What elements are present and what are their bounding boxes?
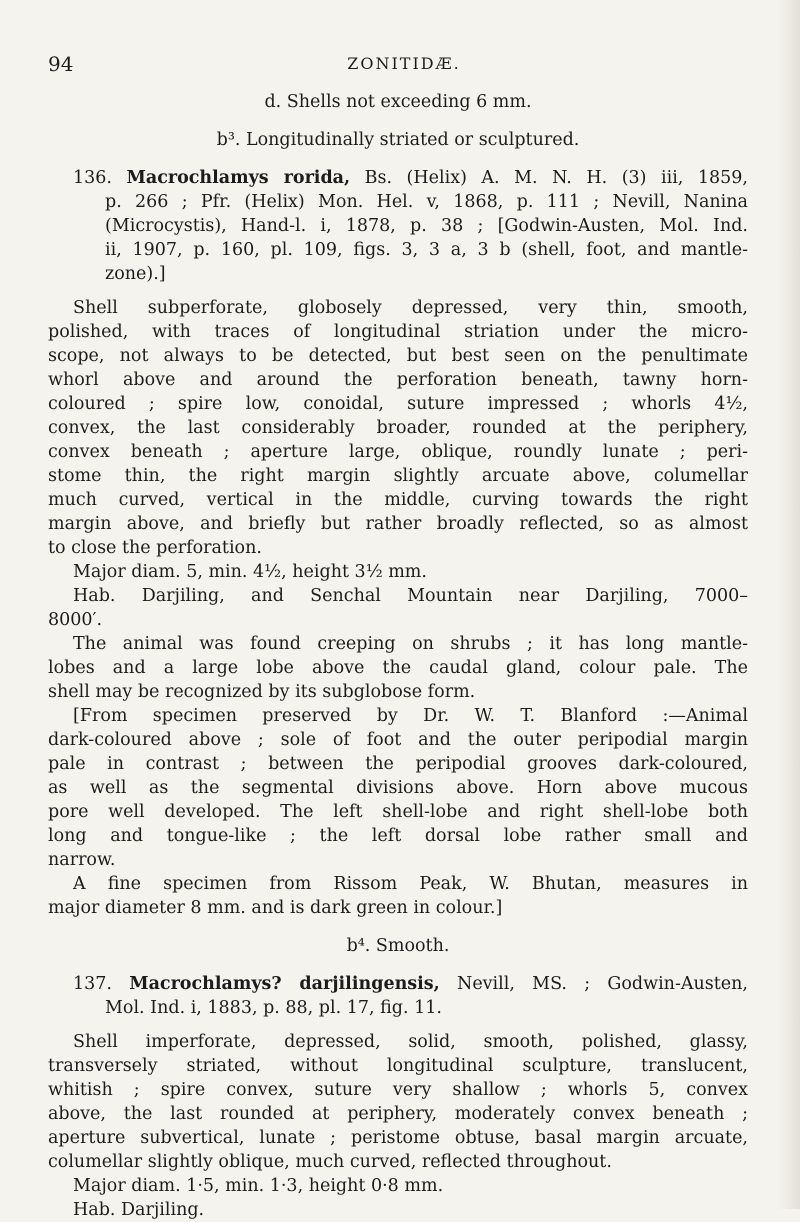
subsection-heading: b³. Longitudinally striated or sculptured. — [216, 130, 580, 150]
paragraph-line: Hab. Darjiling, and Senchal Mountain near Darjiling, 7000– — [73, 586, 748, 606]
paragraph-line: long and tongue-like ; the left dorsal lobe rather small and — [48, 826, 748, 846]
paragraph-line: pore well developed. The left shell-lobe and right shell-lobe both — [48, 802, 748, 822]
citation-line: (Microcystis), Hand-l. i, 1878, p. 38 ; [Godwin-Austen, Mol. Ind. — [105, 216, 748, 236]
paragraph-line: columellar slightly oblique, much curved, reflected throughout. — [48, 1152, 612, 1172]
section-title: ZONITIDÆ. — [347, 54, 461, 73]
paragraph-line: whorl above and around the perforation beneath, tawny horn- — [48, 370, 748, 390]
citation-line: Mol. Ind. i, 1883, p. 88, pl. 17, fig. 11. — [105, 998, 442, 1018]
paragraph-line: dark-coloured above ; sole of foot and the outer peripodial margin — [48, 730, 748, 750]
paragraph-line: much curved, vertical in the middle, curving towards the right — [48, 490, 748, 510]
paragraph-line: Major diam. 5, min. 4½, height 3½ mm. — [73, 562, 427, 582]
subsection-heading: d. Shells not exceeding 6 mm. — [264, 92, 532, 112]
paragraph-line: A fine specimen from Rissom Peak, W. Bhutan, measures in — [73, 874, 748, 894]
paragraph-line: aperture subvertical, lunate ; peristome obtuse, basal margin arcuate, — [48, 1128, 748, 1148]
subsection-heading: b⁴. Smooth. — [346, 936, 450, 956]
paragraph — [48, 296, 748, 560]
species-name: Macrochlamys rorida, — [126, 168, 351, 188]
paragraph-line: Major diam. 1·5, min. 1·3, height 0·8 mm. — [73, 1176, 444, 1196]
paragraph-line: as well as the segmental divisions above. Horn above mucous — [48, 778, 748, 798]
page-edge-shadow — [778, 0, 800, 1209]
paragraph-line: pale in contrast ; between the peripodial grooves dark-coloured, — [48, 754, 748, 774]
paragraph — [48, 1198, 748, 1222]
paragraph — [48, 632, 748, 704]
spacer — [48, 286, 748, 296]
citation-line: p. 266 ; Pfr. (Helix) Mon. Hel. v, 1868, p. 111 ; Nevill, Nanina — [105, 192, 748, 212]
paragraph-line: transversely striated, without longitudinal sculpture, translucent, — [48, 1056, 748, 1076]
entry-citation-line — [48, 972, 748, 996]
paragraph-line: narrow. — [48, 850, 116, 870]
paragraph-line: above, the last rounded at periphery, moderately convex beneath ; — [48, 1104, 748, 1124]
spacer — [48, 958, 748, 972]
paragraph-line: coloured ; spire low, conoidal, suture impressed ; whorls 4½, — [48, 394, 748, 414]
species-entry — [48, 972, 748, 1020]
citation-line: ii, 1907, p. 160, pl. 109, figs. 3, 3 a, 3 b (shell, foot, and mantle- — [105, 240, 748, 260]
paragraph — [48, 560, 748, 584]
paragraph-line: The animal was found creeping on shrubs ; it has long mantle- — [73, 634, 748, 654]
citation-text: Bs. (Helix) A. M. N. H. (3) iii, 1859, — [364, 168, 748, 188]
spacer — [48, 114, 748, 128]
paragraph-line: margin above, and briefly but rather broadly reflected, so as almost — [48, 514, 748, 534]
spacer — [48, 152, 748, 166]
species-number: 136. — [73, 168, 112, 188]
species-name: Macrochlamys? darjilingensis, — [129, 974, 440, 994]
paragraph-line: whitish ; spire convex, suture very shallow ; whorls 5, convex — [48, 1080, 748, 1100]
page-number: 94 — [48, 52, 74, 76]
paragraph-line: convex, the last considerably broader, rounded at the periphery, — [48, 418, 748, 438]
paragraph-line: convex beneath ; aperture large, oblique, roundly lunate ; peri- — [48, 442, 748, 462]
paragraph-line: [From specimen preserved by Dr. W. T. Blanford :—Animal — [73, 706, 748, 726]
paragraph-line: lobes and a large lobe above the caudal gland, colour pale. The — [48, 658, 748, 678]
paragraph — [48, 872, 748, 920]
paragraph-line: to close the perforation. — [48, 538, 262, 558]
paragraph — [48, 1030, 748, 1174]
page-body — [48, 90, 748, 1222]
paragraph — [48, 1174, 748, 1198]
paragraph-line: Shell imperforate, depressed, solid, smooth, polished, glassy, — [73, 1032, 748, 1052]
paragraph-line: polished, with traces of longitudinal striation under the micro- — [48, 322, 748, 342]
spacer — [48, 1020, 748, 1030]
paragraph-line: Hab. Darjiling. — [73, 1200, 205, 1220]
species-entry — [48, 166, 748, 286]
spacer — [48, 920, 748, 934]
paragraph — [48, 704, 748, 872]
paragraph-line: stome thin, the right margin slightly arcuate above, columellar — [48, 466, 748, 486]
paragraph-line: 8000′. — [48, 610, 103, 630]
citation-text: Nevill, MS. ; Godwin-Austen, — [457, 974, 748, 994]
entry-citation-line — [48, 166, 748, 190]
species-number: 137. — [73, 974, 112, 994]
paragraph-line: scope, not always to be detected, but best seen on the penultimate — [48, 346, 748, 366]
running-head — [48, 52, 760, 76]
citation-line: zone).] — [105, 264, 166, 284]
paragraph-line: Shell subperforate, globosely depressed, very thin, smooth, — [73, 298, 748, 318]
paragraph-line: major diameter 8 mm. and is dark green in colour.] — [48, 898, 503, 918]
paragraph — [48, 584, 748, 632]
paragraph-line: shell may be recognized by its subglobose form. — [48, 682, 476, 702]
